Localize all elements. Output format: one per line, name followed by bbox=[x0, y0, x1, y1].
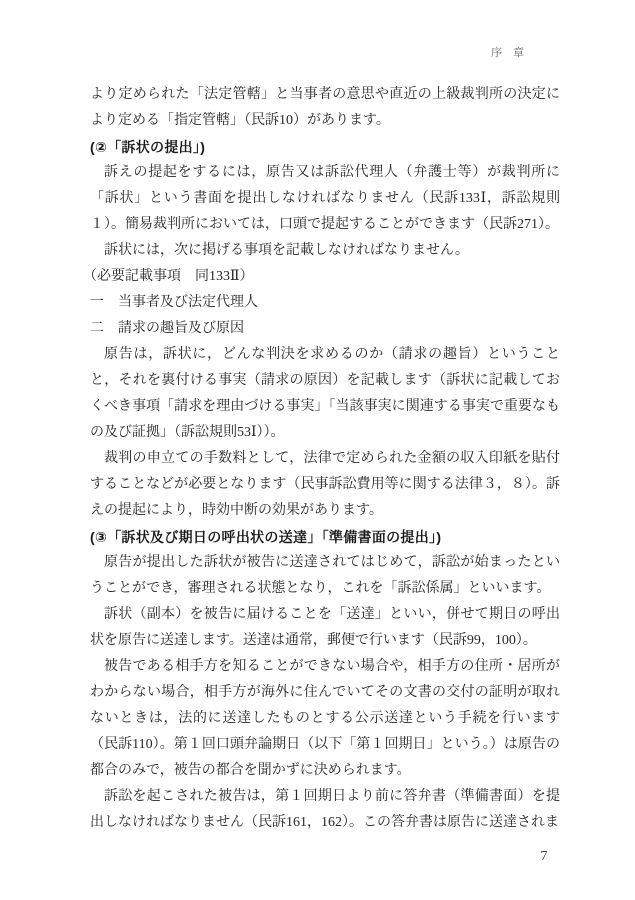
section-heading-service-of-complaint: (③「訴状及び期日の呼出状の送達」「準備書面の提出」) bbox=[90, 529, 442, 545]
body-paragraph: 訴状には，次に掲げる事項を記載しなければなりません。 bbox=[104, 243, 469, 258]
required-item-2: 二 請求の趣旨及び原因 bbox=[90, 321, 244, 336]
required-item-1: 一 当事者及び法定代理人 bbox=[90, 295, 258, 310]
body-paragraph: 訴訟を起こされた被告は，第１回期日より前に答弁書（準備書面）を提出しなければなりません（民訴161，162）。この答弁書は原告に送達されま bbox=[90, 789, 560, 830]
page-number: 7 bbox=[540, 849, 548, 864]
body-paragraph-continuation: より定められた「法定管轄」と当事者の意思や直近の上級裁判所の決定により定める「指定管轄」（民訴10）があります。 bbox=[90, 87, 560, 128]
section-heading-complaint-submission: (②「訴状の提出」) bbox=[90, 139, 206, 155]
body-paragraph: 訴状（副本）を被告に届けることを「送達」といい，併せて期日の呼出状を原告に送達します。送達は通常，郵便で行います（民訴99，100）。 bbox=[90, 607, 560, 648]
body-paragraph: 原告は，訴状に，どんな判決を求めるのか（請求の趣旨）ということと，それを裏付ける事実（請求の原因）を記載します（訴状に記載しておくべき事項「請求を理由づける事実」「当該事実に関連する事実で重要なもの及び証拠」（訴訟規則53Ⅰ））。 bbox=[90, 347, 560, 440]
page-body bbox=[83, 82, 560, 836]
required-items-note: （必要記載事項 同133Ⅱ） bbox=[83, 269, 254, 284]
body-paragraph: 被告である相手方を知ることができない場合や，相手方の住所・居所がわからない場合，相手方が海外に住んでいてその文書の交付の証明が取れないときは，法的に送達したものとする公示送達という手続を行います（民訴110）。第１回口頭弁論期日（以下「第１回期日」という。）は原告の都合のみで，被告の都合を聞かずに決められます。 bbox=[90, 659, 560, 778]
body-paragraph: 原告が提出した訴状が被告に送達されてはじめて，訴訟が始まったということができ，審理される状態となり，これを「訴訟係属」といいます。 bbox=[90, 555, 560, 596]
body-paragraph: 訴えの提起をするには，原告又は訴訟代理人（弁護士等）が裁判所に「訴状」という書面を提出しなければなりません（民訴133Ⅰ，訴訟規則１）。簡易裁判所においては，口頭で提起することができます（民訴271）。 bbox=[90, 165, 560, 232]
running-head-chapter-title: 序 章 bbox=[491, 47, 524, 59]
body-paragraph: 裁判の申立ての手数料として，法律で定められた金額の収入印紙を貼付することなどが必要となります（民事訴訟費用等に関する法律３，８）。訴えの提起により，時効中断の効果があります。 bbox=[90, 451, 560, 518]
